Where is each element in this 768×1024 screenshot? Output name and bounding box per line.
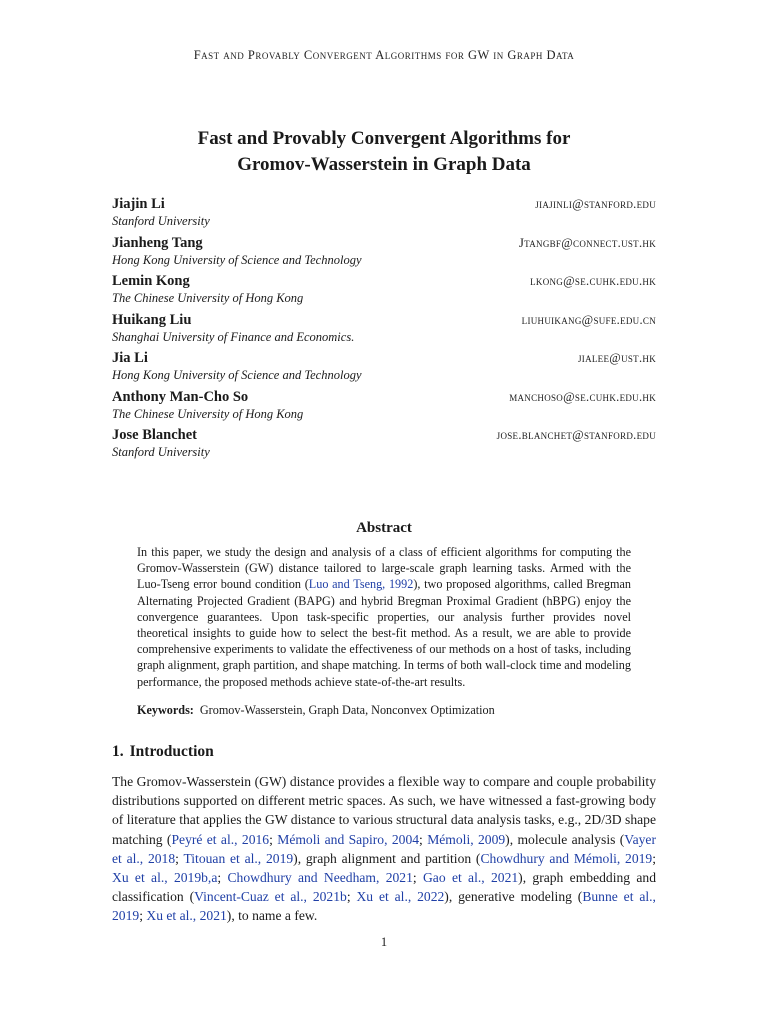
citation-link[interactable]: Mémoli and Sapiro, 2004 xyxy=(277,831,420,847)
intro-text-segment: ), graph alignment and partition ( xyxy=(293,850,481,866)
author-list xyxy=(112,195,656,465)
citation-link[interactable]: Titouan et al., 2019 xyxy=(183,850,294,866)
author-email[interactable]: liuhuikang@sufe.edu.cn xyxy=(521,312,656,327)
section-heading xyxy=(112,743,214,761)
author-name: Jianheng Tang xyxy=(112,234,203,251)
author-affiliation: The Chinese University of Hong Kong xyxy=(112,406,304,421)
title-line-2: Gromov-Wasserstein in Graph Data xyxy=(237,154,531,175)
intro-paragraph xyxy=(112,772,656,926)
citation-separator: ; xyxy=(175,850,184,866)
author-affiliation: Stanford University xyxy=(112,445,210,459)
citation-link[interactable]: Xu et al., 2019b,a xyxy=(112,870,218,886)
author-email[interactable]: jiajinli@stanford.edu xyxy=(535,197,656,211)
author-affiliation: Stanford University xyxy=(112,214,210,228)
author-name: Anthony Man-Cho So xyxy=(112,388,249,405)
section-number: 1. xyxy=(112,743,124,760)
keywords-label: Keywords: xyxy=(137,703,194,717)
intro-text-segment: The Gromov-Wasserstein (GW) distance provides a flexible way to compare and couple probability distributions supported on different metric spaces. As such, we have witnessed a fast-growing body of literature that applies the GW distance to various structural data analysis tasks, e.g., 2D/3D shape matching ( xyxy=(112,774,656,847)
abstract-text xyxy=(137,544,631,690)
title-line-1: Fast and Provably Convergent Algorithms for xyxy=(197,128,571,149)
keywords-line xyxy=(137,703,631,718)
citation-separator: ; xyxy=(652,850,657,866)
page-number: 1 xyxy=(380,935,388,949)
author-block xyxy=(112,426,656,465)
citation-link[interactable]: Luo and Tseng, 1992 xyxy=(308,577,414,592)
author-email[interactable]: lkong@se.cuhk.edu.hk xyxy=(530,274,656,288)
intro-text-segment: ), to name a few. xyxy=(226,908,318,924)
citation-link[interactable]: Xu et al., 2022 xyxy=(356,889,445,905)
author-name: Lemin Kong xyxy=(112,273,190,289)
intro-text-segment: ), generative modeling ( xyxy=(444,889,583,905)
abstract-heading: Abstract xyxy=(356,520,412,536)
author-email[interactable]: jialee@ust.hk xyxy=(577,351,656,365)
citation-link[interactable]: Gao et al., 2021 xyxy=(422,870,519,886)
paper-title xyxy=(0,126,768,178)
author-name: Huikang Liu xyxy=(112,311,192,328)
author-affiliation: The Chinese University of Hong Kong xyxy=(112,291,304,305)
citation-separator: ; xyxy=(419,831,428,847)
section-title: Introduction xyxy=(129,743,214,760)
author-block xyxy=(112,311,656,350)
citation-link[interactable]: Vincent-Cuaz et al., 2021b xyxy=(194,889,347,905)
abstract-text-segment: ), two proposed algorithms, called Bregman Alternating Projected Gradient (BAPG) and hybrid Bregman Proximal Gradient (hBPG) enjoy the convergence guarantees. Upon task-specific properties, our analysis further provides novel theoretical insights to guide how to select the best-fit method. As a result, we are able to provide comprehensive experiments to validate the effectiveness of our methods on a host of tasks, including graph alignment, graph partition, and shape matching. In terms of both wall-clock time and modeling performance, the proposed methods achieve state-of-the-art results. xyxy=(137,577,631,689)
citation-separator: ; xyxy=(269,831,278,847)
author-affiliation: Hong Kong University of Science and Technology xyxy=(112,368,362,382)
citation-link[interactable]: Xu et al., 2021 xyxy=(146,908,227,924)
running-head: Fast and Provably Convergent Algorithms for GW in Graph Data xyxy=(193,48,575,62)
author-name: Jiajin Li xyxy=(112,196,165,212)
citation-link[interactable]: Bunne et al., 2019 xyxy=(112,889,656,924)
citation-separator: ; xyxy=(346,889,357,905)
intro-text-segment: ), molecule analysis ( xyxy=(505,831,625,847)
citation-link[interactable]: Vayer et al., 2018 xyxy=(112,831,656,866)
citation-link[interactable]: Chowdhury and Mémoli, 2019 xyxy=(480,850,653,866)
citation-separator: ; xyxy=(217,870,228,886)
author-email[interactable]: manchoso@se.cuhk.edu.hk xyxy=(509,389,656,404)
keywords-text: Gromov-Wasserstein, Graph Data, Nonconvex Optimization xyxy=(199,703,495,717)
abstract-text-segment: In this paper, we study the design and analysis of a class of efficient algorithms for computing the Gromov-Wasserstein (GW) distance tailored to large-scale graph learning tasks. Armed with the Luo-Tseng error bound condition ( xyxy=(137,545,631,592)
author-affiliation: Hong Kong University of Science and Technology xyxy=(112,252,362,267)
citation-link[interactable]: Mémoli, 2009 xyxy=(427,831,506,847)
author-email[interactable]: jose.blanchet@stanford.edu xyxy=(496,428,656,442)
author-block xyxy=(112,195,656,234)
citation-link[interactable]: Peyré et al., 2016 xyxy=(171,831,270,847)
citation-separator: ; xyxy=(412,870,423,886)
intro-text-segment: ), graph embedding and classification ( xyxy=(112,870,656,905)
citation-link[interactable]: Chowdhury and Needham, 2021 xyxy=(227,870,413,886)
author-name: Jose Blanchet xyxy=(112,427,197,443)
author-block xyxy=(112,349,656,388)
citation-separator: ; xyxy=(139,908,147,924)
author-affiliation: Shanghai University of Finance and Economics. xyxy=(112,329,355,344)
author-block xyxy=(112,234,656,273)
author-block xyxy=(112,388,656,427)
author-block xyxy=(112,272,656,311)
author-email[interactable]: Jtangbf@connect.ust.hk xyxy=(518,235,656,250)
author-name: Jia Li xyxy=(112,350,148,366)
